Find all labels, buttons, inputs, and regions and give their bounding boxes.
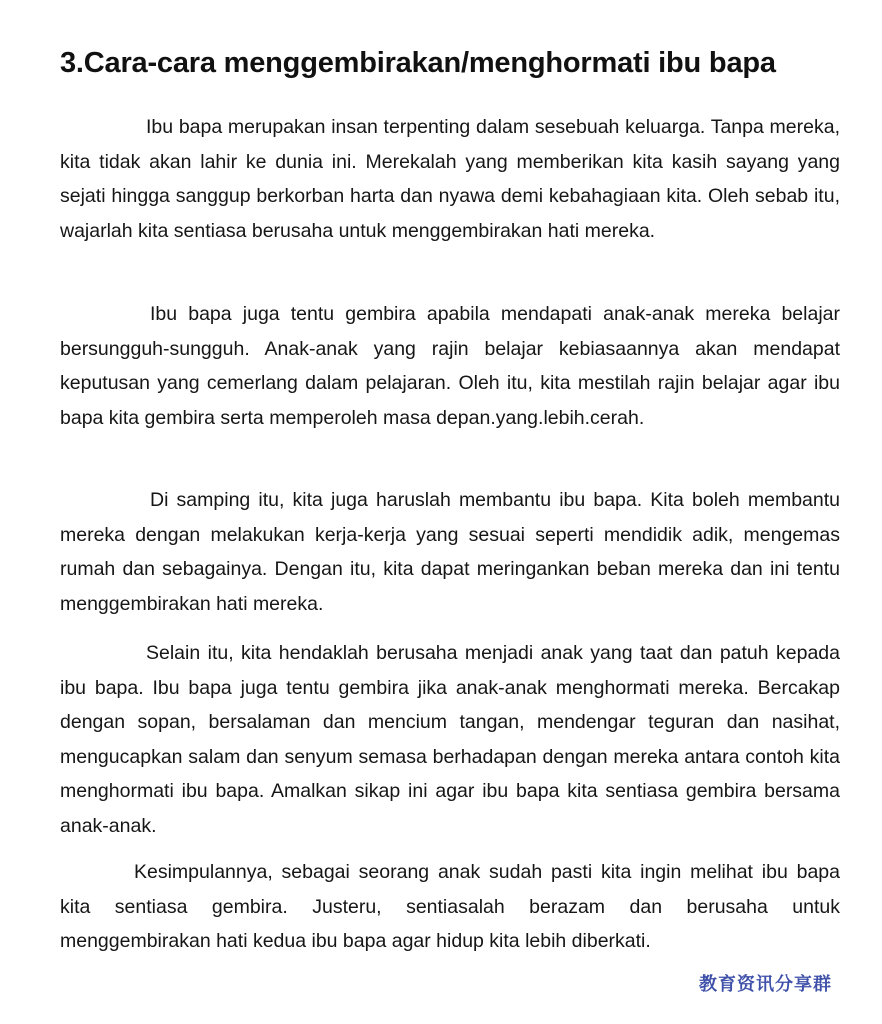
watermark-text: 教育资讯分享群 <box>699 974 832 995</box>
paragraph-obey: Selain itu, kita hendaklah berusaha menjadi anak yang taat dan patuh kepada ibu bapa. Ibu bapa juga tentu gembira jika anak-anak menghormati mereka. Bercakap dengan sopan, bersalaman dan mencium tangan, mendengar teguran dan nasihat, mengucapkan salam dan senyum semasa berhadapan dengan mereka antara contoh kita menghormati ibu bapa. Amalkan sikap ini agar ibu bapa kita sentiasa gembira bersama anak-anak. <box>60 642 840 837</box>
paragraph-study: Ibu bapa juga tentu gembira apabila mendapati anak-anak mereka belajar bersungguh-sungguh. Anak-anak yang rajin belajar kebiasaannya akan mendapat keputusan yang cemerlang dalam pelajaran. Oleh itu, kita mestilah rajin belajar agar ibu bapa kita gembira serta memperoleh masa depan.yang.lebih.cerah. <box>60 303 840 429</box>
document-title: 3.Cara-cara menggembirakan/menghormati ibu bapa <box>60 47 776 79</box>
paragraph-intro: Ibu bapa merupakan insan terpenting dalam sesebuah keluarga. Tanpa mereka, kita tidak akan lahir ke dunia ini. Merekalah yang memberikan kita kasih sayang yang sejati hingga sanggup berkorban harta dan nyawa demi kebahagiaan kita. Oleh sebab itu, wajarlah kita sentiasa berusaha untuk menggembirakan hati mereka. <box>60 116 840 242</box>
paragraph-help: Di samping itu, kita juga haruslah membantu ibu bapa. Kita boleh membantu mereka dengan melakukan kerja-kerja yang sesuai seperti mendidik adik, mengemas rumah dan sebagainya. Dengan itu, kita dapat meringankan beban mereka dan ini tentu menggembirakan hati mereka. <box>60 489 840 615</box>
paragraph-conclusion: Kesimpulannya, sebagai seorang anak sudah pasti kita ingin melihat ibu bapa kita sentiasa gembira. Justeru, sentiasalah berazam dan berusaha untuk menggembirakan hati kedua ibu bapa agar hidup kita lebih diberkati. <box>60 861 840 952</box>
